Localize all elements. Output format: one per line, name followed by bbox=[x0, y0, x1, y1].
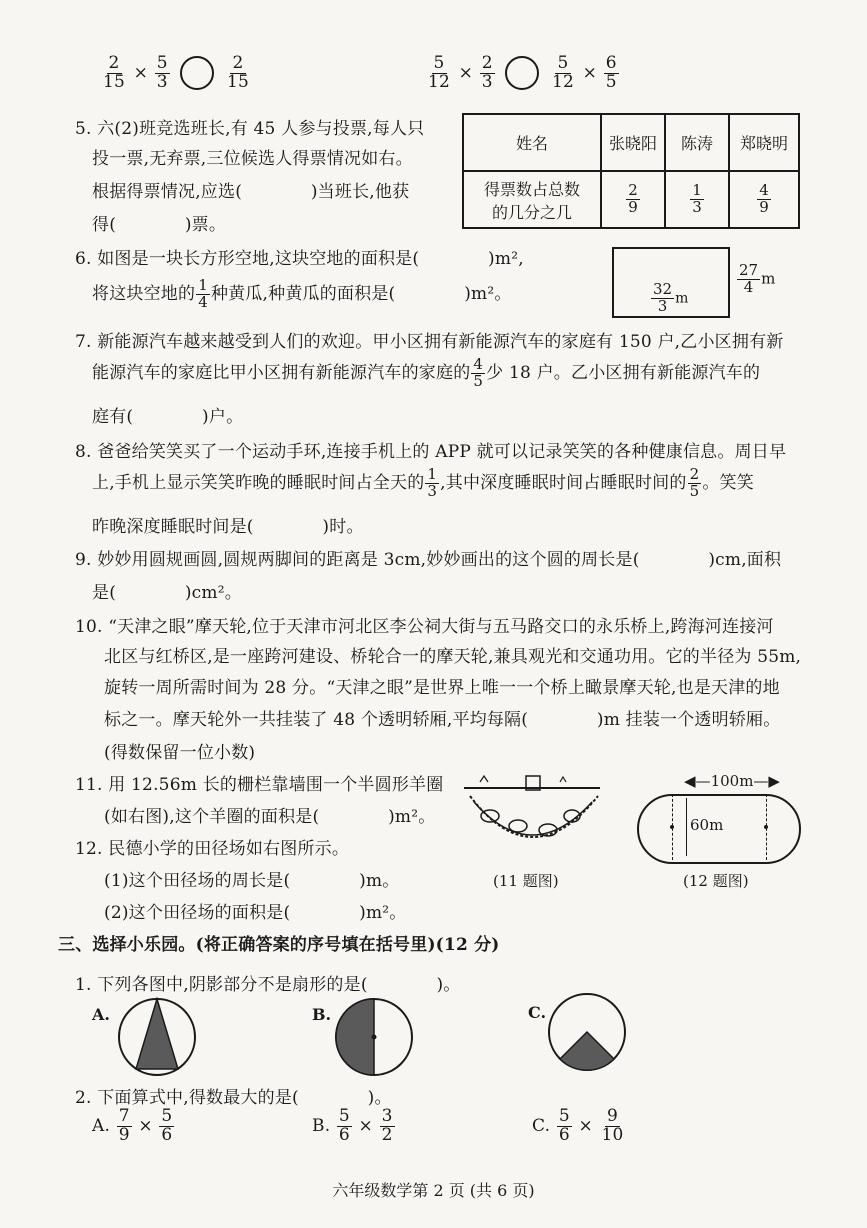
track-height-arrow bbox=[686, 798, 687, 856]
sheep-pen-illustration bbox=[460, 768, 605, 860]
option-c-label: C. bbox=[528, 1003, 547, 1022]
s3-q2: 2. 下面算式中,得数最大的是( )。 bbox=[75, 1088, 392, 1108]
q6-line1: 6. 如图是一块长方形空地,这块空地的面积是( )m², bbox=[75, 249, 524, 269]
table-cell: $\frac{1}{3}$ bbox=[665, 171, 729, 228]
q12-line2: (1)这个田径场的周长是( )m。 bbox=[104, 871, 400, 891]
option-b-expression: B. $\frac{5}{6}$ × $\frac{3}{2}$ bbox=[312, 1106, 393, 1145]
table-header-candidate: 张晓阳 bbox=[601, 114, 665, 171]
q7-line2: 能源汽车的家庭比甲小区拥有新能源汽车的家庭的 $\frac{4}{5}$ 少 18 户。乙小区拥有新能源汽车的 bbox=[92, 355, 761, 390]
table-row-label: 得票数占总数 的几分之几 bbox=[463, 171, 601, 228]
q8-line1: 8. 爸爸给笑笑买了一个运动手环,连接手机上的 APP 就可以记录笑笑的各种健康信息。周日早 bbox=[75, 442, 787, 462]
option-a-expression: A. $\frac{7}{9}$ × $\frac{5}{6}$ bbox=[92, 1106, 173, 1145]
q7-line3: 庭有( )户。 bbox=[92, 407, 244, 427]
track-side-label: 60m bbox=[690, 816, 724, 834]
table-header-candidate: 陈涛 bbox=[665, 114, 729, 171]
q12-line3: (2)这个田径场的面积是( )m²。 bbox=[104, 903, 407, 923]
q8-line3: 昨晚深度睡眠时间是( )时。 bbox=[92, 517, 364, 537]
table-cell: $\frac{4}{9}$ bbox=[729, 171, 799, 228]
q12-line1: 12. 民德小学的田径场如右图所示。 bbox=[75, 839, 350, 859]
q11-line2: (如右图),这个羊圈的面积是( )m²。 bbox=[104, 807, 436, 827]
compare-circle-blank[interactable] bbox=[505, 56, 539, 90]
table-header-name: 姓名 bbox=[463, 114, 601, 171]
compare-circle-blank[interactable] bbox=[180, 56, 214, 90]
q5-line4: 得( )票。 bbox=[92, 215, 227, 235]
table-cell: $\frac{2}{9}$ bbox=[601, 171, 665, 228]
option-a-label: A. bbox=[92, 1005, 110, 1024]
s3-q1: 1. 下列各图中,阴影部分不是扇形的是( )。 bbox=[75, 975, 461, 995]
q10-line4: 标之一。摩天轮外一共挂装了 48 个透明轿厢,平均每隔( )m 挂装一个透明轿厢。 bbox=[104, 710, 781, 730]
track-center-dot bbox=[764, 825, 768, 829]
compare-left: $\frac{2}{15}$ × $\frac{5}{3}$ $\frac{2}{15}$ bbox=[103, 53, 250, 92]
table-header-candidate: 郑晓明 bbox=[729, 114, 799, 171]
fig12-caption: (12 题图) bbox=[683, 872, 749, 890]
section3-title: 三、选择小乐园。(将正确答案的序号填在括号里)(12 分) bbox=[58, 935, 500, 955]
option-b-circle-figure bbox=[333, 996, 415, 1078]
option-a-circle-figure bbox=[116, 996, 198, 1078]
page-footer: 六年级数学第 2 页 (共 6 页) bbox=[332, 1181, 535, 1200]
q10-line1: 10. “天津之眼”摩天轮,位于天津市河北区李公祠大街与五马路交口的永乐桥上,跨海河连接河 bbox=[75, 617, 774, 637]
fraction: $\frac{2}{15}$ bbox=[103, 53, 126, 92]
q10-line5: (得数保留一位小数) bbox=[104, 743, 256, 763]
q10-line2: 北区与红桥区,是一座跨河建设、桥轮合一的摩天轮,兼具观光和交通功用。它的半径为 55m, bbox=[104, 647, 802, 667]
q8-line2: 上,手机上显示笑笑昨晚的睡眠时间占全天的 $\frac{1}{3}$ ,其中深度睡眠时间占睡眠时间的 $\frac{2}{5}$ 。笑笑 bbox=[92, 465, 754, 500]
rect-length-label: $\frac{32}{3}$ m bbox=[653, 280, 689, 315]
q7-line1: 7. 新能源汽车越来越受到人们的欢迎。甲小区拥有新能源汽车的家庭有 150 户,乙小区拥有新 bbox=[75, 332, 784, 352]
option-c-expression: C. $\frac{5}{6}$ × $\frac{9}{10}$ bbox=[532, 1106, 624, 1145]
track-center-dot bbox=[670, 825, 674, 829]
q10-line3: 旋转一周所需时间为 28 分。“天津之眼”是世界上唯一一个桥上瞰景摩天轮,也是天津的地 bbox=[104, 678, 780, 698]
q6-line2: 将这块空地的 $\frac{1}{4}$ 种黄瓜,种黄瓜的面积是( )m²。 bbox=[92, 276, 512, 311]
q5-line2: 投一票,无弃票,三位候选人得票情况如右。 bbox=[92, 149, 413, 169]
vote-table bbox=[462, 113, 800, 229]
rect-width-label: $\frac{27}{4}$ m bbox=[739, 261, 776, 296]
option-c-circle-figure bbox=[546, 991, 628, 1073]
compare-right: $\frac{5}{12}$ × $\frac{2}{3}$ $\frac{5}{12}$ × $\frac{6}{5}$ bbox=[428, 53, 617, 92]
q5-line1: 5. 六(2)班竞选班长,有 45 人参与投票,每人只 bbox=[75, 119, 425, 139]
track-top-label: ◀—100m—▶ bbox=[684, 772, 780, 790]
q11-line1: 11. 用 12.56m 长的栅栏靠墙围一个半圆形羊圈 bbox=[75, 775, 444, 795]
q9-line1: 9. 妙妙用圆规画圆,圆规两脚间的距离是 3cm,妙妙画出的这个圆的周长是( )cm,面积 bbox=[75, 550, 782, 570]
option-b-label: B. bbox=[312, 1005, 332, 1024]
fig11-caption: (11 题图) bbox=[493, 872, 559, 890]
q5-line3: 根据得票情况,应选( )当班长,他获 bbox=[92, 182, 410, 202]
q9-line2: 是( )cm²。 bbox=[92, 583, 242, 603]
